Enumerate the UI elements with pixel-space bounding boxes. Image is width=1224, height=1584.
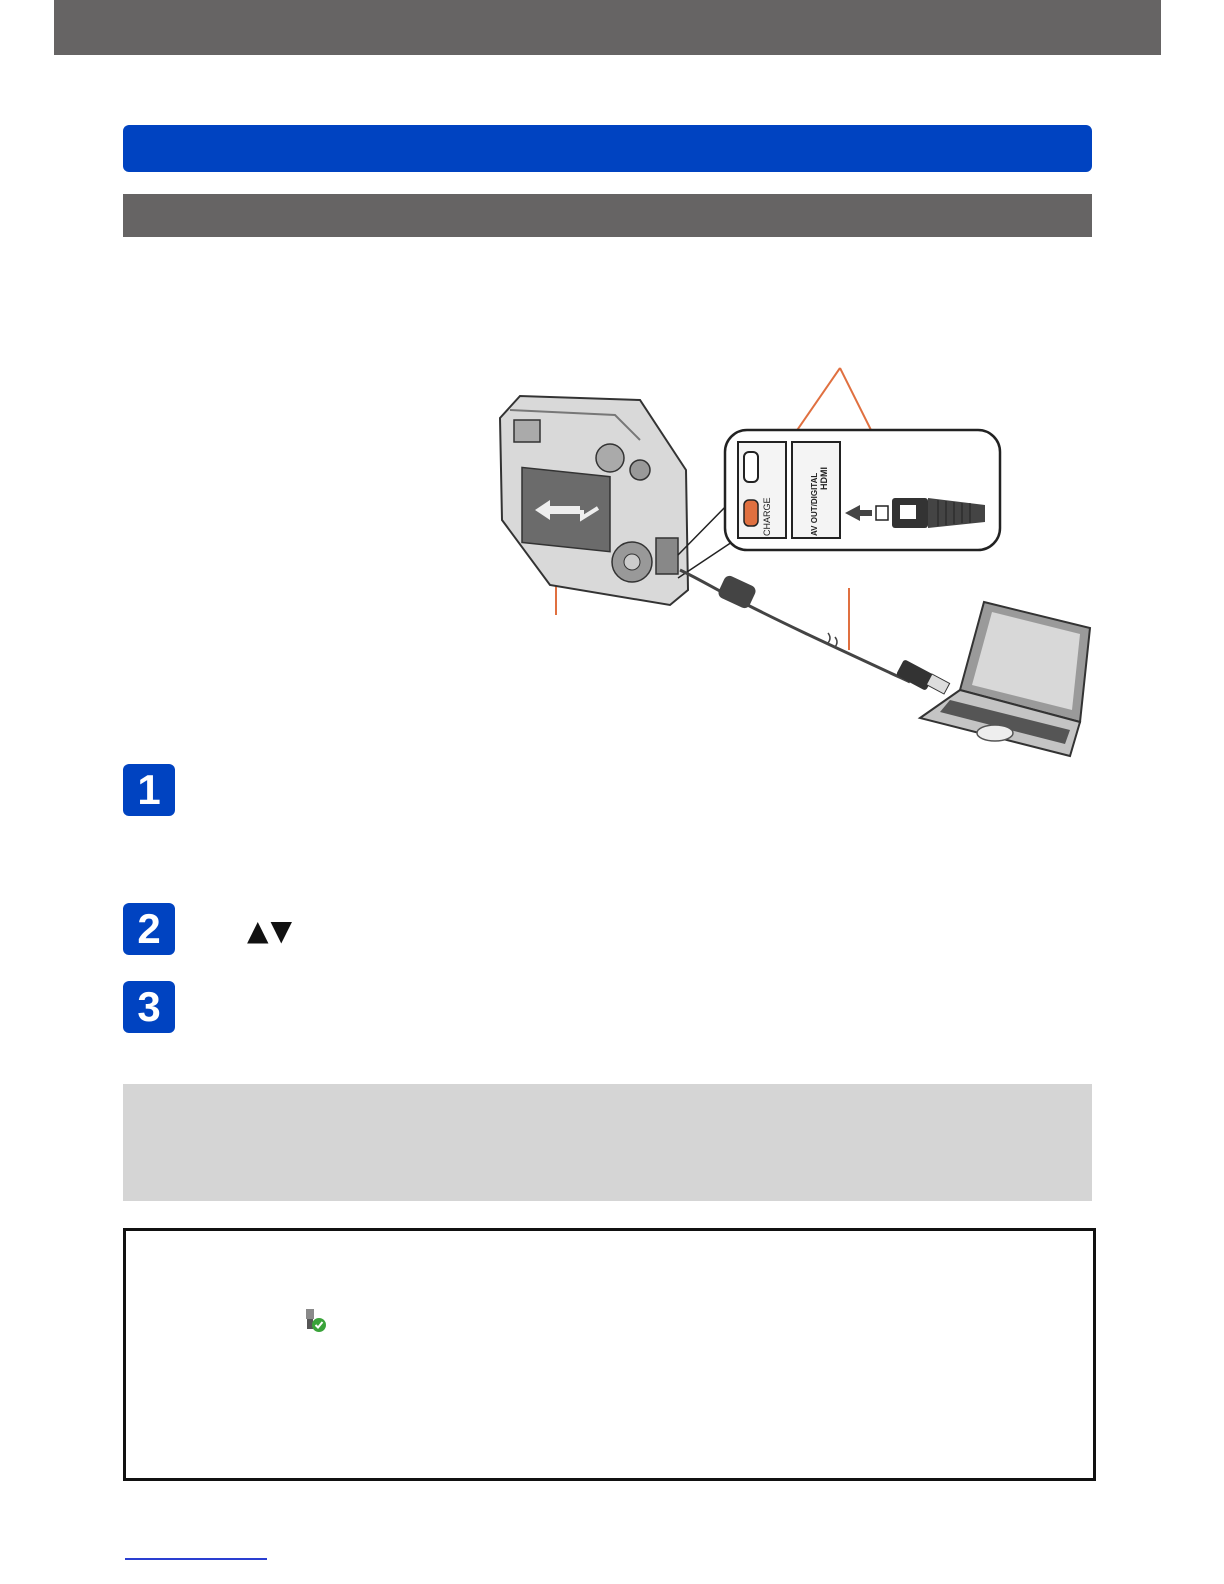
laptop-computer bbox=[920, 602, 1090, 756]
step-number-3: 3 bbox=[123, 981, 175, 1033]
step-number-1: 1 bbox=[123, 764, 175, 816]
usb-cable bbox=[680, 570, 950, 694]
note-panel bbox=[123, 1084, 1092, 1201]
step-number-2: 2 bbox=[123, 903, 175, 955]
camera bbox=[500, 396, 688, 605]
cursor-up-down-keys-icon: ▲▼ bbox=[247, 914, 295, 947]
av-port-label: AV OUT/DIGITAL bbox=[810, 472, 819, 536]
section-title-bar bbox=[123, 125, 1092, 172]
usb-safely-remove-icon bbox=[302, 1307, 328, 1333]
port-zoom-inset bbox=[678, 430, 1000, 578]
hdmi-port-label: HDMI bbox=[819, 467, 829, 490]
page-header-band bbox=[54, 0, 1161, 55]
subsection-title-bar bbox=[123, 194, 1092, 237]
charge-port-label: CHARGE bbox=[762, 497, 772, 536]
caution-box bbox=[123, 1228, 1096, 1481]
camera-computer-connection-illustration bbox=[480, 360, 1100, 760]
page-link-underline[interactable] bbox=[125, 1558, 267, 1560]
